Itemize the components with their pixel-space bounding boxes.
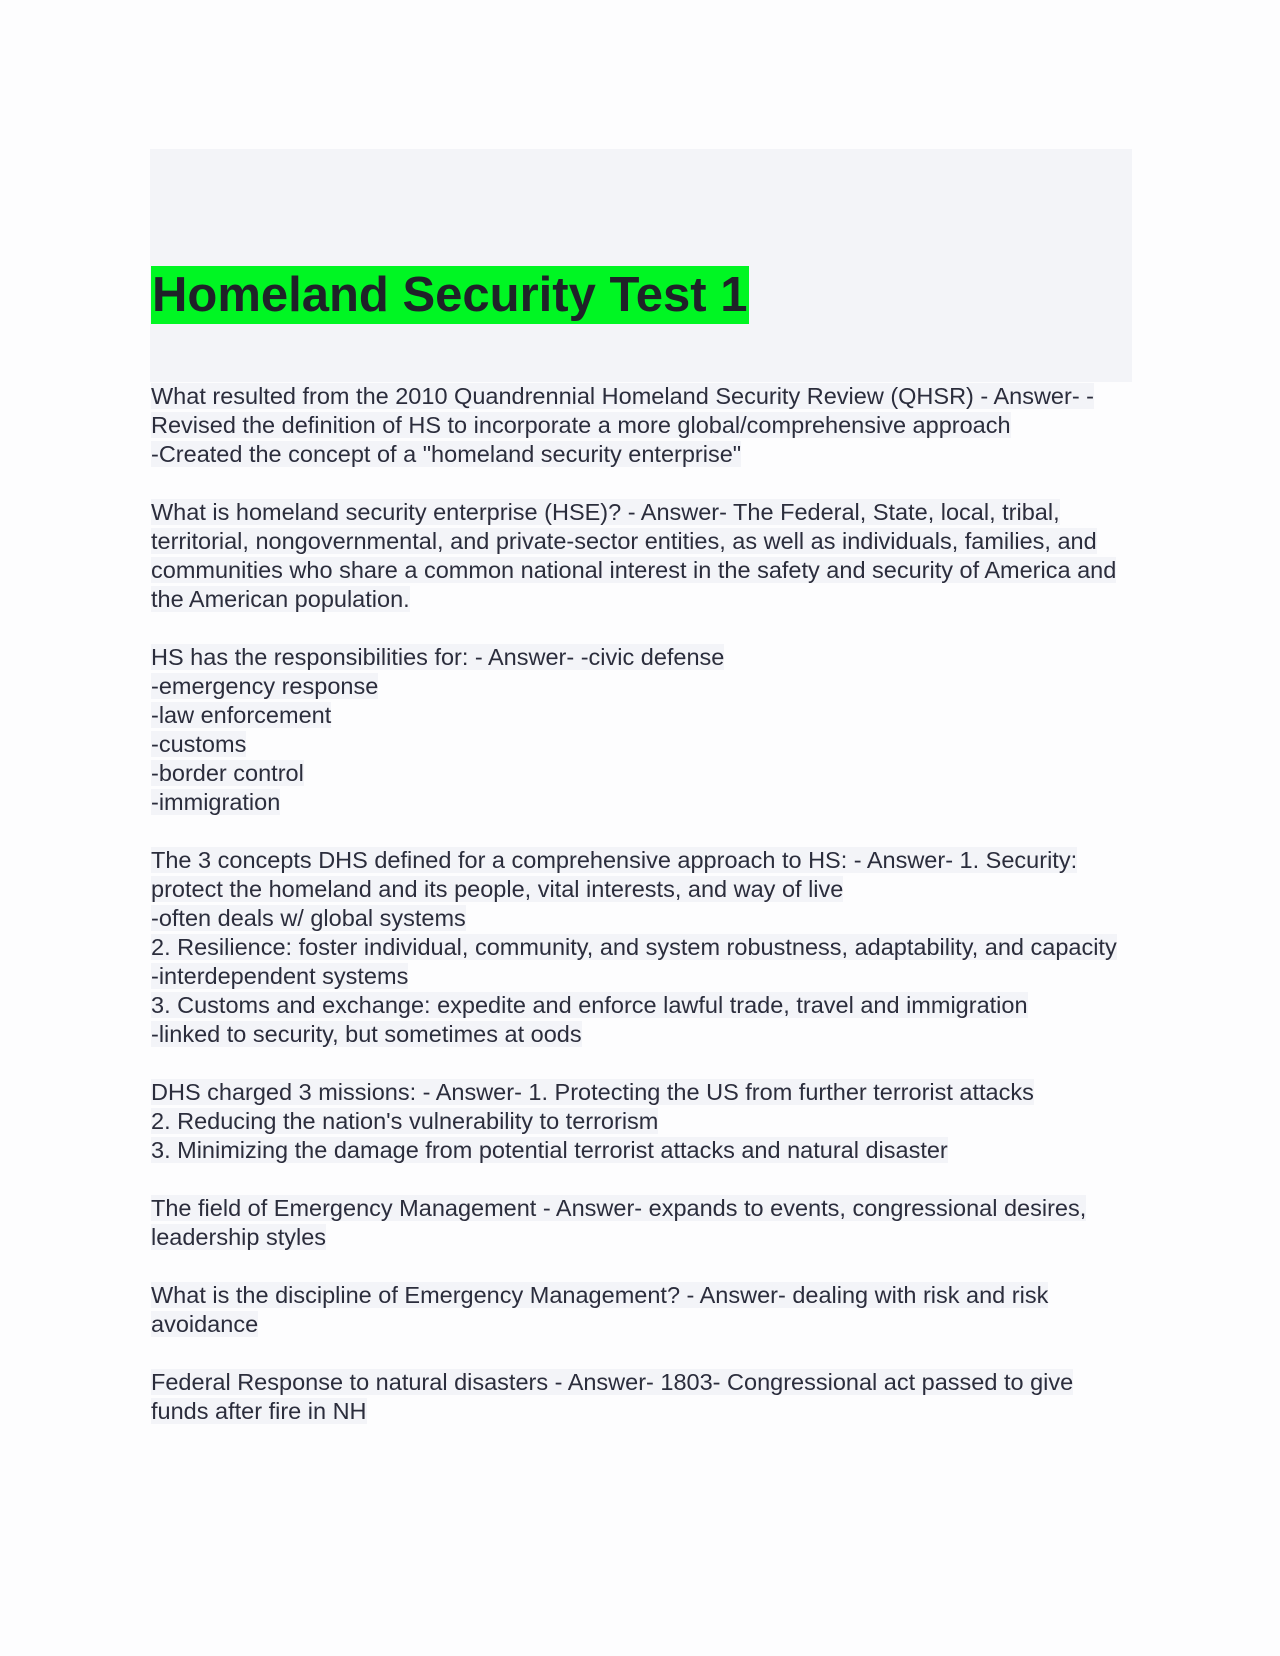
qa-line: HS has the responsibilities for: - Answer- -civic defense — [151, 644, 725, 670]
qa-line: -border control — [151, 760, 304, 786]
qa-line: -law enforcement — [151, 702, 332, 728]
qa-line: The 3 concepts DHS defined for a comprehensive approach to HS: - Answer- 1. Security: protect the homeland and its people, vital interests, and way of live — [151, 847, 1078, 902]
qa-line: -Created the concept of a "homeland security enterprise" — [151, 441, 742, 467]
qa-line: -linked to security, but sometimes at oods — [151, 1021, 582, 1047]
qa-entry — [151, 643, 1136, 817]
qa-entry — [151, 1078, 1136, 1165]
qa-line: -immigration — [151, 789, 281, 815]
qa-line: -often deals w/ global systems — [151, 905, 466, 931]
qa-list — [151, 382, 1136, 1455]
qa-line: -interdependent systems — [151, 963, 409, 989]
document-title: Homeland Security Test 1 — [152, 268, 748, 322]
qa-entry — [151, 1281, 1136, 1339]
qa-line: What resulted from the 2010 Quandrennial Homeland Security Review (QHSR) - Answer- -Revised the definition of HS to incorporate a more global/comprehensive approach — [151, 383, 1094, 438]
qa-line: Federal Response to natural disasters - Answer- 1803- Congressional act passed to give funds after fire in NH — [151, 1369, 1074, 1424]
qa-line: -emergency response — [151, 673, 379, 699]
qa-line: The field of Emergency Management - Answer- expands to events, congressional desires, leadership styles — [151, 1195, 1087, 1250]
qa-line: DHS charged 3 missions: - Answer- 1. Protecting the US from further terrorist attacks — [151, 1079, 1034, 1105]
qa-entry — [151, 382, 1136, 469]
qa-line: What is the discipline of Emergency Management? - Answer- dealing with risk and risk avoidance — [151, 1282, 1049, 1337]
qa-line: -customs — [151, 731, 247, 757]
qa-line: 3. Customs and exchange: expedite and enforce lawful trade, travel and immigration — [151, 992, 1028, 1018]
qa-entry — [151, 846, 1136, 1049]
qa-entry — [151, 498, 1136, 614]
qa-line: 2. Reducing the nation's vulnerability to terrorism — [151, 1108, 659, 1134]
qa-line: 2. Resilience: foster individual, community, and system robustness, adaptability, and capacity — [151, 934, 1117, 960]
qa-entry — [151, 1194, 1136, 1252]
qa-line: What is homeland security enterprise (HSE)? - Answer- The Federal, State, local, tribal, territorial, nongovernmental, and private-sector entities, as well as individuals, families, and communities who share a common national interest in the safety and security of America and the American population. — [151, 499, 1117, 612]
qa-line: 3. Minimizing the damage from potential terrorist attacks and natural disaster — [151, 1137, 948, 1163]
qa-entry — [151, 1368, 1136, 1426]
